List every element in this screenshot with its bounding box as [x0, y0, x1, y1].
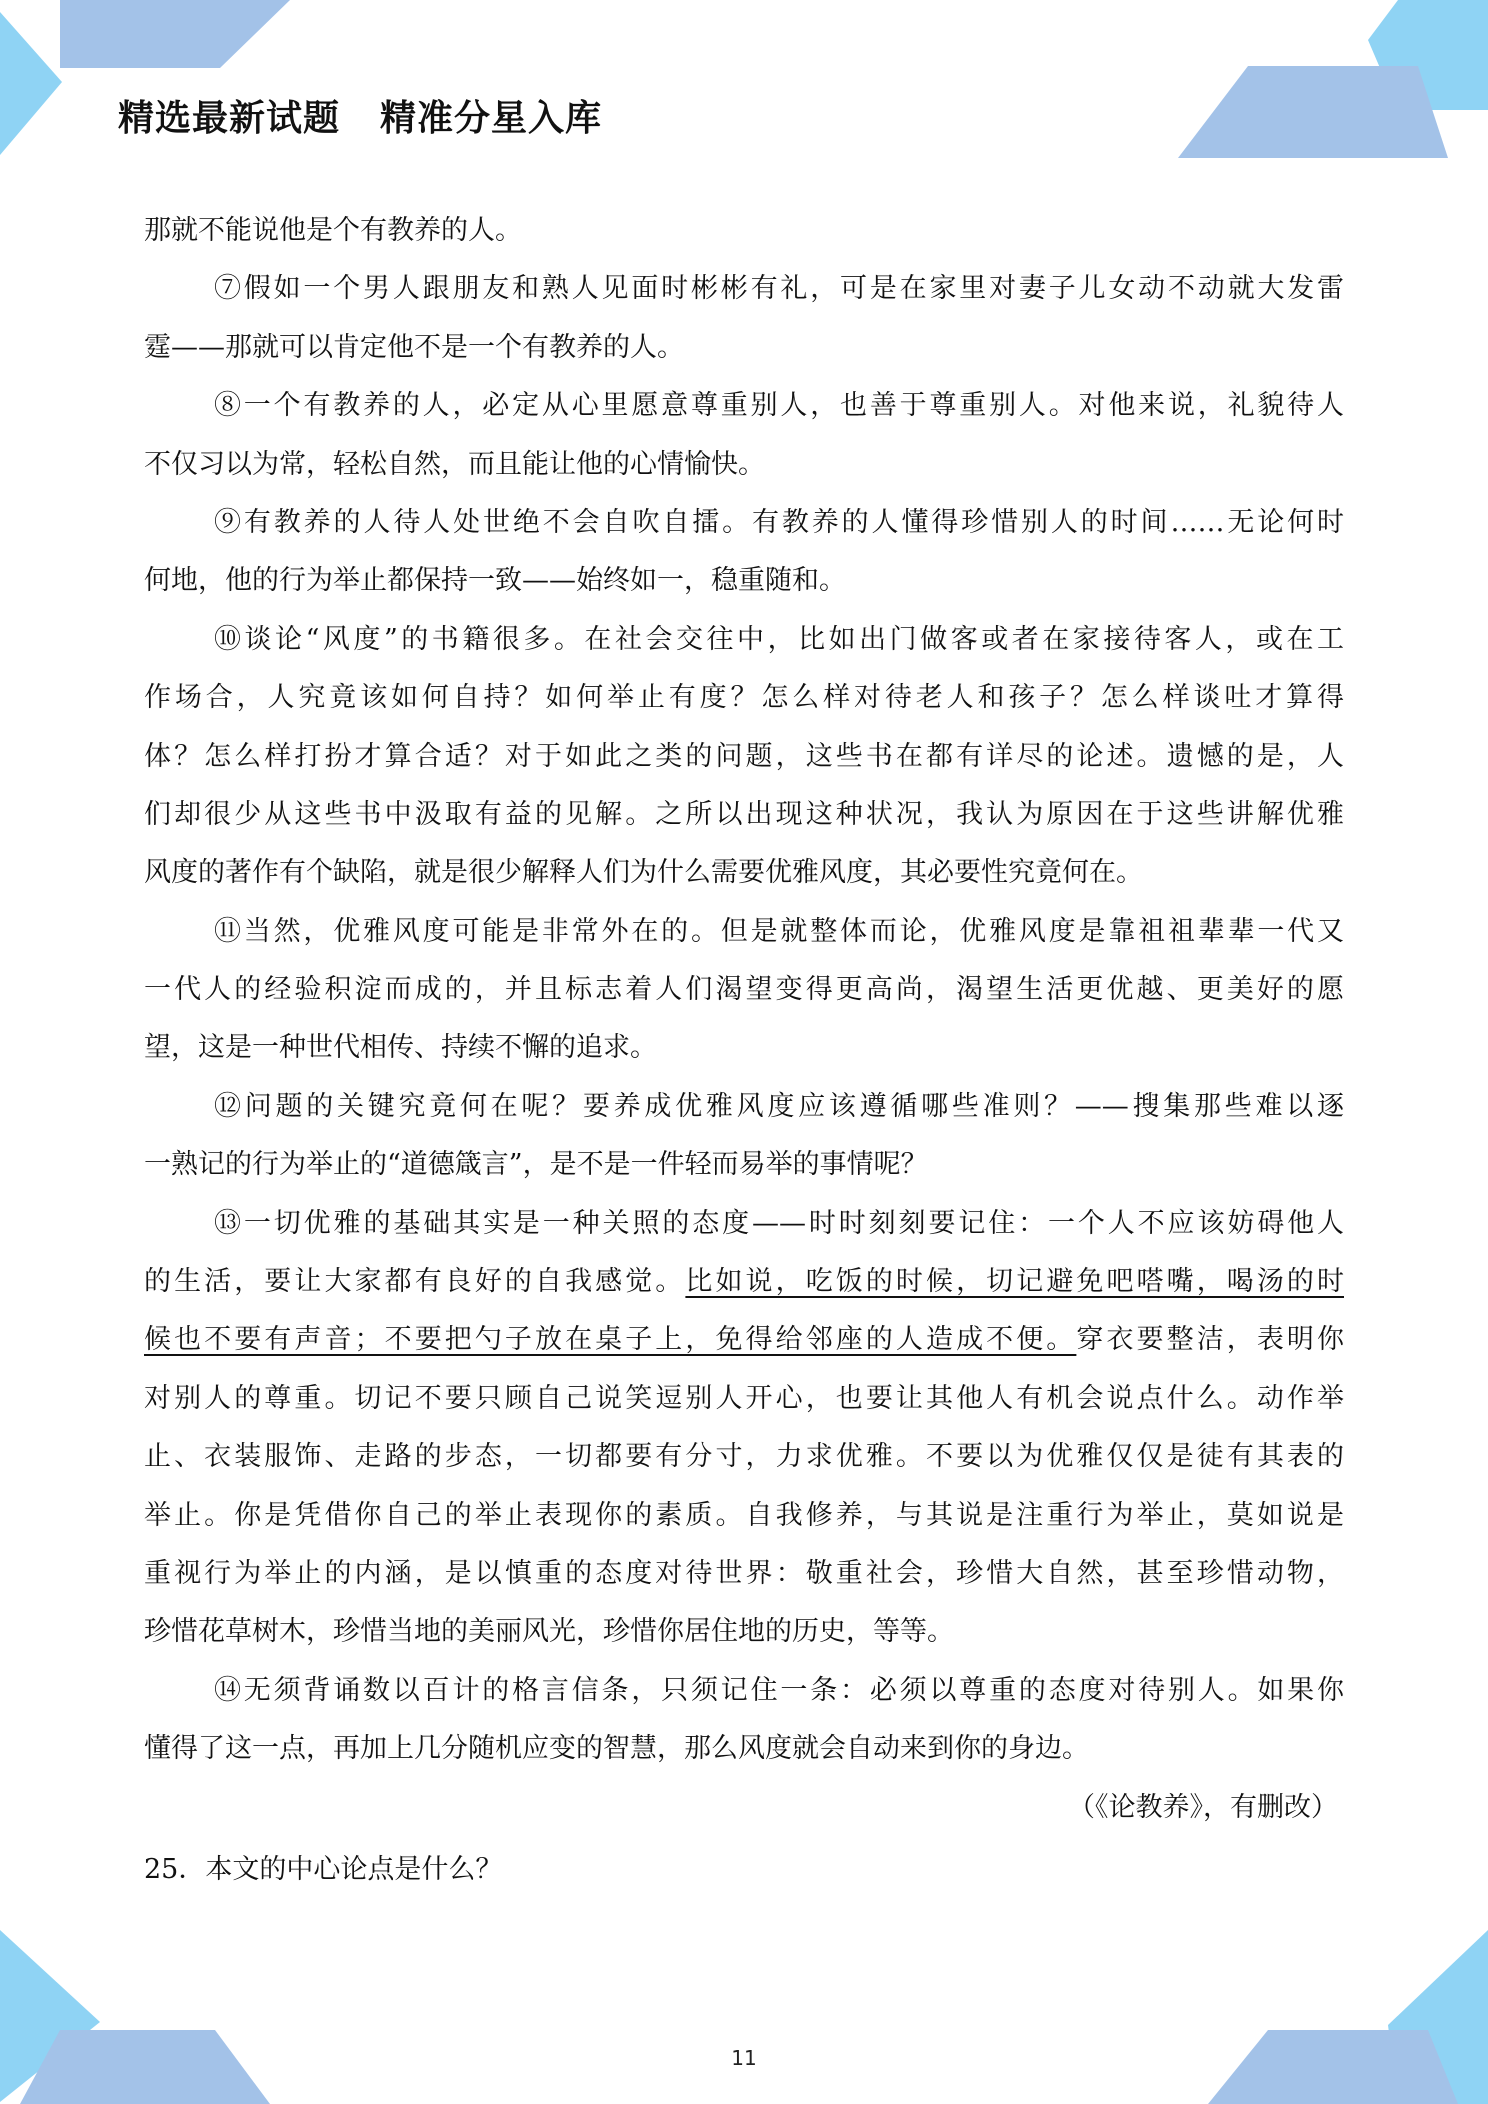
- text-line: [144, 1253, 1344, 1311]
- text-line: 珍惜花草树木，珍惜当地的美丽风光，珍惜你居住地的历史，等等。: [144, 1616, 954, 1648]
- header-title-part2: 精准分星入库: [380, 98, 603, 139]
- text-line: 一熟记的行为举止的“道德箴言”，是不是一件轻而易举的事情呢？: [144, 1149, 928, 1181]
- text-line: 止、衣装服饰、走路的步态，一切都要有分寸，力求优雅。不要以为优雅仅仅是徒有其表的: [144, 1441, 1344, 1473]
- paragraph-8-line: ⑧一个有教养的人，必定从心里愿意尊重别人，也善于尊重别人。对他来说，礼貌待人: [214, 390, 1344, 422]
- corner-decoration-top-right: [1168, 0, 1488, 170]
- question-25: 25．本文的中心论点是什么？: [144, 1853, 503, 1885]
- corner-decoration-top-left: [0, 0, 300, 170]
- article-body: [144, 202, 1344, 1899]
- text-line: 一代人的经验积淀而成的，并且标志着人们渴望变得更高尚，渴望生活更优越、更美好的愿: [144, 974, 1344, 1006]
- text-line: 望，这是一种世代相传、持续不懈的追求。: [144, 1032, 657, 1064]
- text-line: 对别人的尊重。切记不要只顾自己说笑逗别人开心，也要让其他人有机会说点什么。动作举: [144, 1382, 1344, 1414]
- text-line: [144, 1311, 1344, 1369]
- text-line: 懂得了这一点，再加上几分随机应变的智慧，那么风度就会自动来到你的身边。: [144, 1733, 1089, 1765]
- text-line: 那就不能说他是个有教养的人。: [144, 215, 522, 246]
- paragraph-12-line: ⑫问题的关键究竟何在呢？要养成优雅风度应该遵循哪些准则？——搜集那些难以逐: [214, 1090, 1344, 1122]
- corner-decoration-bottom-right: [1188, 1930, 1488, 2104]
- text-line: 作场合，人究竟该如何自持？如何举止有度？怎么样对待老人和孩子？怎么样谈吐才算得: [144, 682, 1344, 714]
- text-line: 何地，他的行为举止都保持一致——始终如一，稳重随和。: [144, 565, 846, 597]
- underlined-text: 候也不要有声音；不要把勺子放在桌子上，免得给邻座的人造成不便。: [144, 1324, 1077, 1356]
- source-citation: （《论教养》，有删改）: [1068, 1791, 1338, 1823]
- text-line: 重视行为举止的内涵，是以慎重的态度对待世界：敬重社会，珍惜大自然，甚至珍惜动物，: [144, 1557, 1344, 1589]
- text-line: 体？怎么样打扮才算合适？对于如此之类的问题，这些书在都有详尽的论述。遗憾的是，人: [144, 740, 1344, 772]
- text-line: 风度的著作有个缺陷，就是很少解释人们为什么需要优雅风度，其必要性究竟何在。: [144, 857, 1143, 889]
- paragraph-7-line: ⑦假如一个男人跟朋友和熟人见面时彬彬有礼，可是在家里对妻子儿女动不动就大发雷: [214, 273, 1344, 305]
- text-run: 的生活，要让大家都有良好的自我感觉。: [144, 1266, 686, 1298]
- header-title: [118, 90, 602, 141]
- text-line: 不仅习以为常，轻松自然，而且能让他的心情愉快。: [144, 448, 765, 480]
- header-title-part1: 精选最新试题: [118, 98, 341, 139]
- paragraph-10-line: ⑩谈论“风度”的书籍很多。在社会交往中，比如出门做客或者在家接待客人，或在工: [214, 623, 1344, 655]
- underlined-text: 比如说，吃饭的时候，切记避免吧嗒嘴，喝汤的时: [685, 1266, 1344, 1298]
- text-line: 霆——那就可以肯定他不是一个有教养的人。: [144, 331, 684, 363]
- corner-decoration-bottom-left: [0, 1930, 300, 2104]
- paragraph-9-line: ⑨有教养的人待人处世绝不会自吹自擂。有教养的人懂得珍惜别人的时间……无论何时: [214, 506, 1344, 538]
- text-line: 们却很少从这些书中汲取有益的见解。之所以出现这种状况，我认为原因在于这些讲解优雅: [144, 798, 1344, 830]
- text-run: 穿衣要整洁，表明你: [1076, 1324, 1344, 1356]
- paragraph-11-line: ⑪当然，优雅风度可能是非常外在的。但是就整体而论，优雅风度是靠祖祖辈辈一代又: [214, 915, 1344, 947]
- page-number: 11: [731, 2046, 757, 2070]
- text-line: 举止。你是凭借你自己的举止表现你的素质。自我修养，与其说是注重行为举止，莫如说是: [144, 1499, 1344, 1531]
- paragraph-13-line: ⑬一切优雅的基础其实是一种关照的态度——时时刻刻要记住：一个人不应该妨碍他人: [214, 1207, 1344, 1239]
- paragraph-14-line: ⑭无须背诵数以百计的格言信条，只须记住一条：必须以尊重的态度对待别人。如果你: [214, 1674, 1344, 1706]
